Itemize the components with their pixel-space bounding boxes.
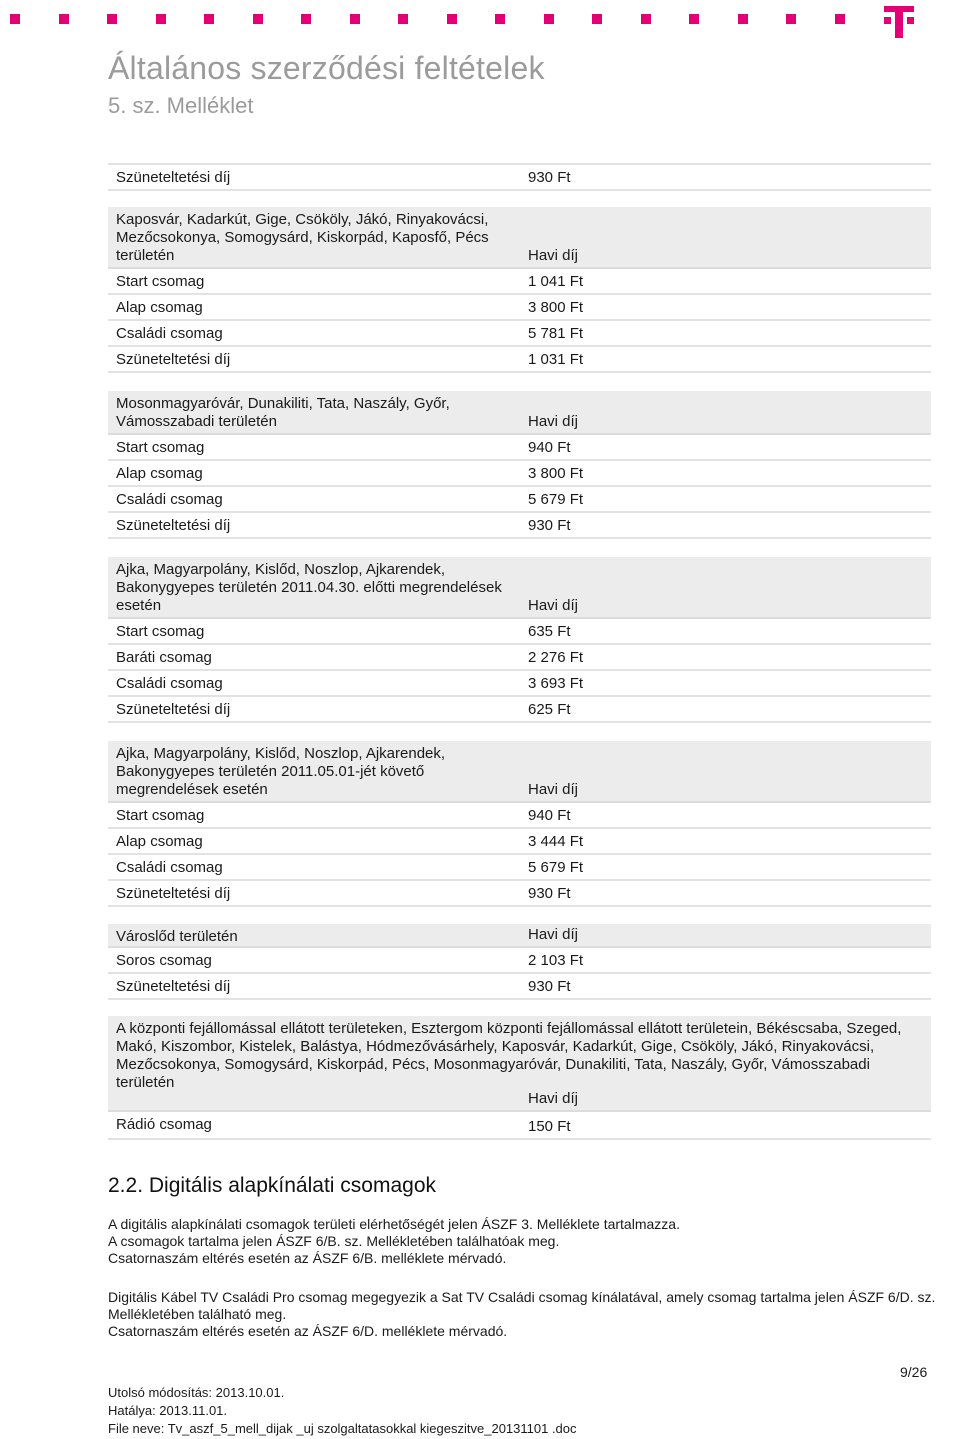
row-label: Szüneteltetési díj [116, 169, 231, 186]
row-value: 5 781 Ft [528, 325, 584, 342]
row-label: Szüneteltetési díj [116, 517, 231, 534]
table-row [108, 974, 931, 1000]
row-value: 1 041 Ft [528, 273, 584, 290]
table-row [108, 513, 931, 539]
column-header-havi-dij: Havi díj [528, 247, 579, 264]
row-label: Start csomag [116, 439, 205, 456]
table-row [108, 803, 931, 829]
row-label: Alap csomag [116, 299, 203, 316]
row-value: 3 800 Ft [528, 299, 584, 316]
row-value: 150 Ft [528, 1118, 571, 1135]
price-section-2 [108, 391, 931, 539]
column-header-havi-dij: Havi díj [528, 597, 579, 614]
radio-section [108, 1016, 931, 1140]
row-label: Családi csomag [116, 491, 223, 508]
top-fee-table [108, 163, 931, 191]
section-title: A központi fejállomással ellátott területeken, Esztergom központi fejállomással ellátott területein, Békéscsaba, Szeged, Makó, Kiszombor, Kistelek, Balástya, Hódmezővásárhely, Kaposvár, Kadarkút, Gige, Csököly, Jákó, Rinyakovácsi, Mezőcsokonya, Somogysárd, Kiskorpád, Pécs, Mosonmagyaróvár, Dunakiliti, Tata, Naszály, Győr, Vámosszabadi területén [116, 1020, 902, 1091]
row-value: 5 679 Ft [528, 859, 584, 876]
row-label: Családi csomag [116, 675, 223, 692]
decor-dot [786, 14, 796, 24]
row-value: 1 031 Ft [528, 351, 584, 368]
price-section-1 [108, 207, 931, 373]
row-value: 625 Ft [528, 701, 571, 718]
table-row [108, 619, 931, 645]
decor-dot [495, 14, 505, 24]
paragraph [108, 1216, 938, 1267]
row-label: Soros csomag [116, 952, 212, 969]
table-row [108, 461, 931, 487]
row-label: Alap csomag [116, 833, 203, 850]
decor-dot [204, 14, 214, 24]
row-label: Családi csomag [116, 859, 223, 876]
paragraph-line: Digitális Kábel TV Családi Pro csomag megegyezik a Sat TV Családi csomag kínálatával, amely csomag tartalma jelen ÁSZF 6/D. sz. Mellékletében található meg. [108, 1289, 936, 1322]
price-section-5 [108, 924, 931, 1000]
row-value: 3 444 Ft [528, 833, 584, 850]
table-row [108, 697, 931, 723]
table-row [108, 321, 931, 347]
row-label: Szüneteltetési díj [116, 701, 231, 718]
header-dot-strip [0, 14, 878, 24]
table-row [108, 163, 931, 191]
decor-dot [156, 14, 166, 24]
paragraph [108, 1289, 938, 1340]
document-subtitle: 5. sz. Melléklet [108, 93, 254, 118]
row-value: 930 Ft [528, 517, 571, 534]
row-label: Alap csomag [116, 465, 203, 482]
price-section-3 [108, 557, 931, 723]
row-value: 940 Ft [528, 807, 571, 824]
section-header [108, 207, 931, 269]
section-title: Ajka, Magyarpolány, Kislőd, Noszlop, Ajkarendek, Bakonygyepes területén 2011.05.01-jét követő megrendelések esetén [116, 745, 446, 798]
row-label: Családi csomag [116, 325, 223, 342]
decor-dot [350, 14, 360, 24]
row-label: Rádió csomag [116, 1116, 212, 1133]
row-label: Start csomag [116, 273, 205, 290]
decor-dot [689, 14, 699, 24]
decor-dot [592, 14, 602, 24]
table-row [108, 881, 931, 907]
paragraph-line: Csatornaszám eltérés esetén az ÁSZF 6/D. melléklete mérvadó. [108, 1323, 508, 1339]
row-value: 635 Ft [528, 623, 571, 640]
table-row [108, 645, 931, 671]
column-header-havi-dij: Havi díj [528, 1090, 579, 1107]
row-value: 3 800 Ft [528, 465, 584, 482]
section-title: Ajka, Magyarpolány, Kislőd, Noszlop, Ajkarendek, Bakonygyepes területén 2011.04.30. előtti megrendelések esetén [116, 561, 502, 614]
row-label: Szüneteltetési díj [116, 978, 231, 995]
decor-dot [641, 14, 651, 24]
row-value: 930 Ft [528, 885, 571, 902]
table-row [108, 435, 931, 461]
table-row [108, 347, 931, 373]
row-value: 3 693 Ft [528, 675, 584, 692]
row-label: Start csomag [116, 807, 205, 824]
column-header-havi-dij: Havi díj [528, 926, 579, 943]
decor-dot [301, 14, 311, 24]
telekom-logo-icon [884, 2, 918, 40]
row-value: 2 276 Ft [528, 649, 584, 666]
decor-dot [107, 14, 117, 24]
table-row [108, 487, 931, 513]
row-label: Szüneteltetési díj [116, 351, 231, 368]
row-value: 5 679 Ft [528, 491, 584, 508]
table-row [108, 295, 931, 321]
decor-dot [835, 14, 845, 24]
section-title: Kaposvár, Kadarkút, Gige, Csököly, Jákó, Rinyakovácsi, Mezőcsokonya, Somogysárd, Kiskorpád, Kaposfő, Pécs területén [116, 211, 489, 264]
paragraph-line: A digitális alapkínálati csomagok területi elérhetőségét jelen ÁSZF 3. Melléklete tartalmazza. [108, 1216, 680, 1232]
table-row [108, 855, 931, 881]
row-label: Szüneteltetési díj [116, 885, 231, 902]
decor-dot [447, 14, 457, 24]
section-header [108, 924, 931, 948]
decor-dot [398, 14, 408, 24]
column-header-havi-dij: Havi díj [528, 413, 579, 430]
decor-dot [544, 14, 554, 24]
page-number: 9/26 [900, 1364, 928, 1380]
paragraph-line: A csomagok tartalma jelen ÁSZF 6/B. sz. Mellékletében találhatóak meg. [108, 1233, 560, 1249]
section-title: Mosonmagyaróvár, Dunakiliti, Tata, Naszály, Győr, Vámosszabadi területén [116, 395, 450, 430]
row-value: 940 Ft [528, 439, 571, 456]
table-row [108, 1112, 931, 1140]
section-header [108, 1016, 931, 1112]
row-value: 2 103 Ft [528, 952, 584, 969]
paragraph-line: Csatornaszám eltérés esetén az ÁSZF 6/B. melléklete mérvadó. [108, 1250, 507, 1266]
footer-modified: Utolsó módosítás: 2013.10.01. [108, 1385, 285, 1400]
section-header [108, 391, 931, 435]
row-value: 930 Ft [528, 169, 571, 186]
row-label: Baráti csomag [116, 649, 212, 666]
column-header-havi-dij: Havi díj [528, 781, 579, 798]
price-section-4 [108, 741, 931, 907]
table-row [108, 948, 931, 974]
section-title: Városlőd területén [116, 928, 238, 945]
table-row [108, 671, 931, 697]
section-heading-digital: 2.2. Digitális alapkínálati csomagok [108, 1174, 437, 1197]
section-header [108, 557, 931, 619]
table-row [108, 829, 931, 855]
document-title: Általános szerződési feltételek [108, 50, 545, 86]
decor-dot [738, 14, 748, 24]
section-header [108, 741, 931, 803]
decor-dot [59, 14, 69, 24]
row-label: Start csomag [116, 623, 205, 640]
footer-filename: File neve: Tv_aszf_5_mell_dijak _uj szolgaltatasokkal kiegeszitve_20131101 .doc [108, 1421, 577, 1436]
decor-dot [253, 14, 263, 24]
table-row [108, 269, 931, 295]
footer-effective: Hatálya: 2013.11.01. [108, 1403, 228, 1418]
row-value: 930 Ft [528, 978, 571, 995]
decor-dot [10, 14, 20, 24]
